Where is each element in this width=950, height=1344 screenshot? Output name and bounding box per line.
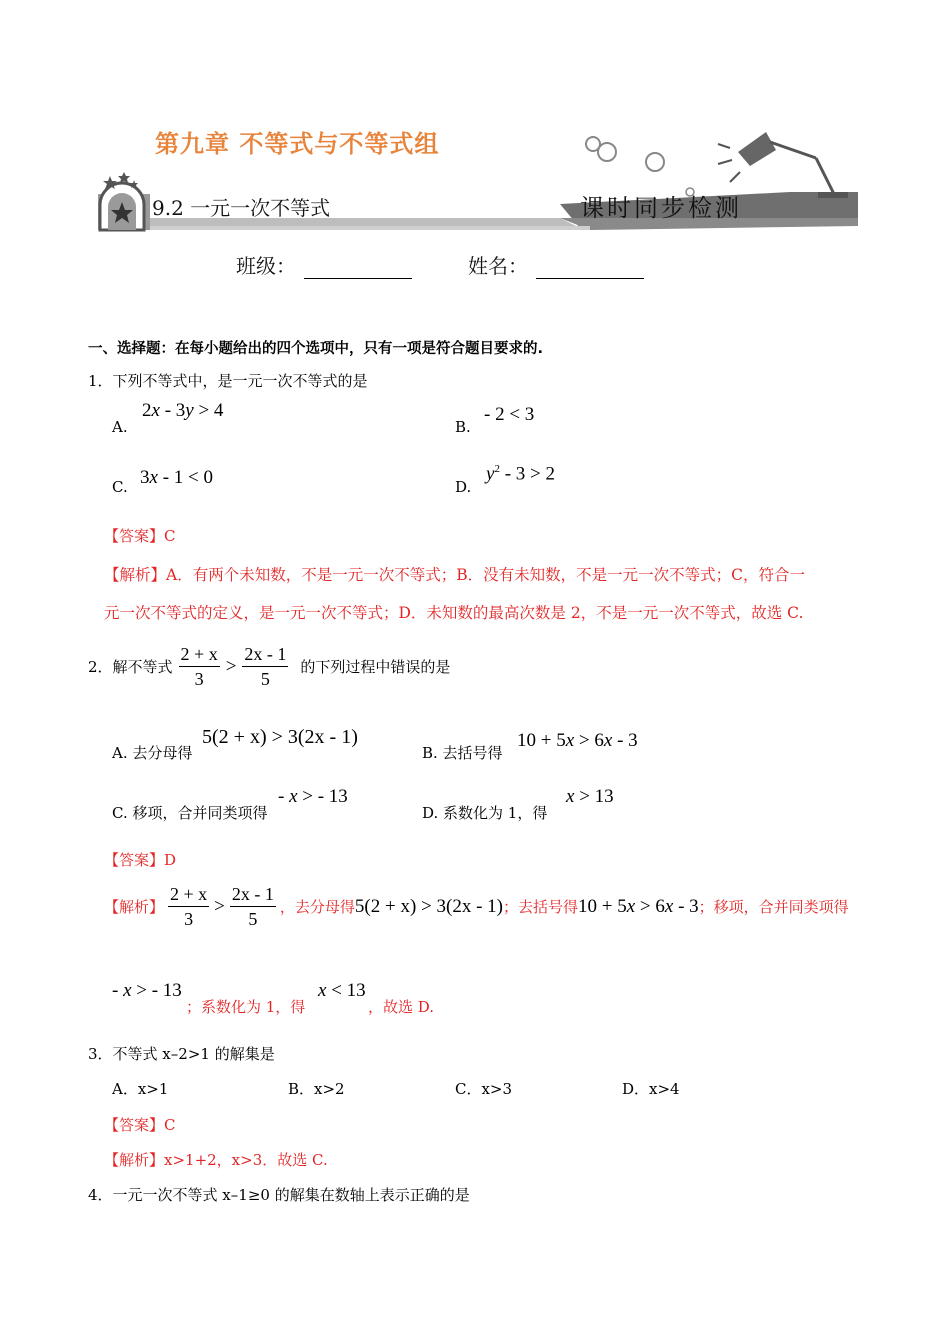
q2-analysis-part4: ；系数化为 1，得 (186, 998, 306, 1016)
class-input-line[interactable] (304, 258, 412, 279)
q2-fraction-right (242, 642, 288, 691)
q3-answer: 【答案】C (104, 1116, 176, 1134)
star-emblem-icon (100, 172, 144, 230)
q1-option-d-math: $y^2 - 3 > 2$ (486, 463, 555, 485)
q2-analysis-math4: x < 13 (318, 980, 366, 1001)
q2-fraction-right-num: 2x - 1 (242, 642, 288, 667)
q1-option-a-label: A. (112, 418, 128, 436)
section-heading: 一、选择题：在每小题给出的四个选项中，只有一项是符合题目要求的. (88, 341, 544, 357)
q4-stem: 4．一元一次不等式 x–1≥0 的解集在数轴上表示正确的是 (88, 1186, 470, 1204)
q3-stem: 3．不等式 x–2>1 的解集是 (88, 1045, 275, 1063)
q1-analysis-line1: 【解析】A．有两个未知数，不是一元一次不等式；B．没有未知数，不是一元一次不等式；C，符合一 (104, 566, 805, 584)
q2-analysis-fraction-left-num: 2 + x (168, 882, 209, 907)
q2-analysis-math3: - x > - 13 (112, 980, 182, 1001)
q2-analysis-part1: ，去分母得 (279, 898, 355, 916)
name-label: 姓名： (468, 254, 528, 278)
q2-option-b-math: 10 + 5x > 6x - 3 (517, 730, 638, 751)
q2-option-d-text: D. 系数化为 1，得 (422, 804, 548, 822)
q2-option-a-math: 5(2 + x) > 3(2x - 1) (202, 726, 358, 748)
q2-analysis-gt: > (214, 895, 225, 917)
q2-option-c-text: C. 移项，合并同类项得 (112, 804, 268, 822)
q2-stem-prefix: 2．解不等式 (88, 658, 173, 676)
name-input-line[interactable] (536, 258, 644, 279)
q2-stem-suffix: 的下列过程中错误的是 (300, 658, 451, 676)
q2-option-d-math: x > 13 (566, 786, 614, 807)
q1-option-b-label: B. (455, 418, 471, 436)
q2-analysis-math1: 5(2 + x) > 3(2x - 1) (354, 895, 503, 917)
q2-fraction-left-den: 3 (194, 669, 204, 689)
q1-option-d-label: D. (455, 478, 472, 496)
q1-option-b-math: - 2 < 3 (484, 404, 535, 425)
q2-analysis-line1 (104, 882, 849, 931)
q2-analysis-label: 【解析】 (104, 898, 165, 916)
q2-answer: 【答案】D (104, 851, 177, 869)
q2-analysis-math2: 10 + 5x > 6x - 3 (578, 895, 699, 917)
q2-option-c-math: - x > - 13 (278, 786, 348, 807)
q1-answer: 【答案】C (104, 527, 176, 545)
q3-option-c: C．x>3 (455, 1080, 513, 1098)
class-label: 班级： (236, 254, 296, 278)
chapter-title: 第九章 不等式与不等式组 (155, 130, 440, 158)
q2-analysis-part2: ；去括号得 (502, 898, 578, 916)
lesson-title: 9.2 一元一次不等式 (152, 196, 331, 220)
q2-analysis-fraction-right (230, 882, 276, 931)
q2-gt-sign: > (225, 655, 237, 677)
q2-analysis-part5: ，故选 D. (368, 998, 435, 1016)
q1-analysis-line2: 元一次不等式的定义，是一元一次不等式；D．未知数的最高次数是 2，不是一元一次不等式，故选 C. (104, 604, 804, 622)
q2-analysis-fraction-left (168, 882, 209, 931)
q2-fraction-left (179, 642, 220, 691)
q2-fraction-left-num: 2 + x (179, 642, 220, 667)
q2-analysis-fraction-right-num: 2x - 1 (230, 882, 276, 907)
q2-option-a-text: A. 去分母得 (112, 744, 193, 762)
q2-fraction-right-den: 5 (260, 669, 270, 689)
q1-option-a-math: 2x - 3y > 4 (142, 400, 224, 421)
class-field (236, 250, 412, 279)
sync-check-title: 课时同步检测 (580, 194, 742, 222)
q3-option-d: D．x>4 (622, 1080, 680, 1098)
q2-analysis-part3: ；移项，合并同类项得 (698, 898, 849, 916)
q3-option-a: A．x>1 (112, 1080, 169, 1098)
q3-option-b: B．x>2 (288, 1080, 345, 1098)
q2-analysis-fraction-left-den: 3 (184, 909, 194, 929)
q2-stem (88, 642, 450, 691)
q1-option-c-label: C. (112, 478, 128, 496)
q2-analysis-fraction-right-den: 5 (248, 909, 258, 929)
name-field (468, 250, 644, 279)
q1-stem: 1．下列不等式中，是一元一次不等式的是 (88, 372, 368, 390)
q1-option-c-math: 3x - 1 < 0 (140, 467, 213, 488)
q2-option-b-text: B. 去括号得 (422, 744, 503, 762)
q3-analysis: 【解析】x>1+2，x>3．故选 C. (104, 1151, 328, 1169)
